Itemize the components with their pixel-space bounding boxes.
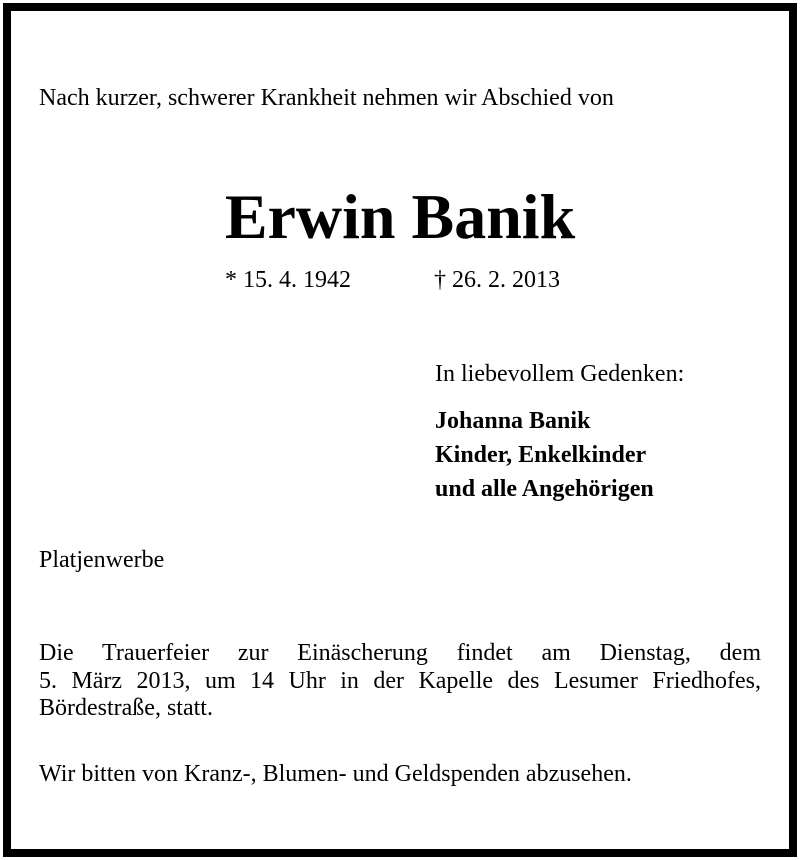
birth-date: * 15. 4. 1942	[225, 267, 351, 293]
ceremony-line: 5. März 2013, um 14 Uhr in der Kapelle des Lesumer Friedhofes,	[39, 667, 761, 694]
ceremony-paragraph	[39, 640, 761, 723]
donations-note: Wir bitten von Kranz-, Blumen- und Geldspenden abzusehen.	[39, 761, 632, 787]
mourner-line: Kinder, Enkelkinder	[435, 442, 647, 468]
memory-heading: In liebevollem Gedenken:	[435, 361, 685, 387]
obituary-notice	[3, 3, 797, 857]
intro-text: Nach kurzer, schwerer Krankheit nehmen wir Abschied von	[39, 85, 614, 111]
place-name: Platjenwerbe	[39, 547, 165, 573]
mourners-list	[435, 404, 654, 506]
mourner-line: und alle Angehörigen	[435, 476, 654, 502]
death-date: † 26. 2. 2013	[434, 267, 560, 293]
ceremony-line: Die Trauerfeier zur Einäscherung findet am Dienstag, dem	[39, 640, 761, 666]
mourner-line: Johanna Banik	[435, 408, 591, 434]
ceremony-line: Bördestraße, statt.	[39, 695, 213, 721]
deceased-name: Erwin Banik	[224, 181, 576, 252]
